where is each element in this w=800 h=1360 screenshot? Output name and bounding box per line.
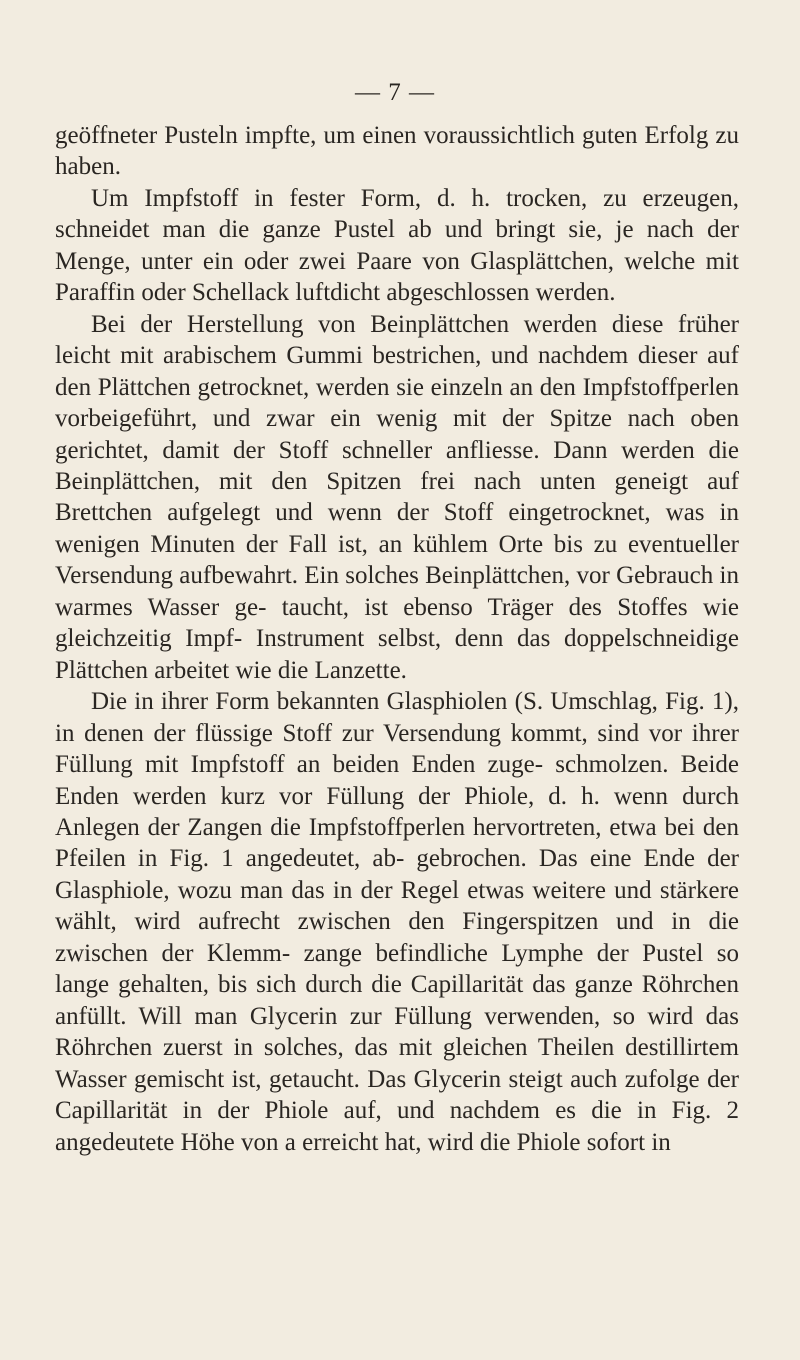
paragraph-3: Bei der Herstellung von Beinplättchen werden diese früher leicht mit arabischem Gummi bestrichen, und nachdem dieser auf den Plättchen getrocknet, werden sie einzeln an den Impfstoffperlen vorbeigeführt, und zwar ein wenig mit der Spitze nach oben gerichtet, damit der Stoff schneller anfliesse. Dann werden die Beinplättchen, mit den Spitzen frei nach unten geneigt auf Brettchen aufgelegt und wenn der Stoff eingetrocknet, was in wenigen Minuten der Fall ist, an kühlem Orte bis zu eventueller Versendung aufbewahrt. Ein solches Beinplättchen, vor Gebrauch in warmes Wasser ge- taucht, ist ebenso Träger des Stoffes wie gleichzeitig Impf- Instrument selbst, denn das doppelschneidige Plättchen arbeitet wie die Lanzette.: [55, 310, 739, 684]
paragraph-2: Um Impfstoff in fester Form, d. h. trocken, zu erzeugen, schneidet man die ganze Pustel ab und bringt sie, je nach der Menge, unter ein oder zwei Paare von Glasplättchen, welche mit Paraffin oder Schellack luftdicht abgeschlossen werden.: [55, 184, 739, 307]
paragraph-4: Die in ihrer Form bekannten Glasphiolen (S. Umschlag, Fig. 1), in denen der flüssige Stoff zur Versendung kommt, sind vor ihrer Füllung mit Impfstoff an beiden Enden zuge- schmolzen. Beide Enden werden kurz vor Füllung der Phiole, d. h. wenn durch Anlegen der Zangen die Impfstoffperlen hervortreten, etwa bei den Pfeilen in Fig. 1 angedeutet, ab- gebrochen. Das eine Ende der Glasphiole, wozu man das in der Regel etwas weitere und stärkere wählt, wird aufrecht zwischen den Fingerspitzen und in die zwischen der Klemm- zange befindliche Lymphe der Pustel so lange gehalten, bis sich durch die Capillarität das ganze Röhrchen anfüllt. Will man Glycerin zur Füllung verwenden, so wird das Röhrchen zuerst in solches, das mit gleichen Theilen destillirtem Wasser gemischt ist, getaucht. Das Glycerin steigt auch zufolge der Capillarität in der Phiole auf, und nachdem es die in Fig. 2 angedeutete Höhe von a erreicht hat, wird die Phiole sofort in: [55, 688, 739, 1156]
page-number: — 7 —: [355, 79, 435, 106]
text-body: [55, 120, 739, 1158]
paragraph-1: geöffneter Pusteln impfte, um einen voraussichtlich guten Erfolg zu haben.: [55, 122, 739, 181]
